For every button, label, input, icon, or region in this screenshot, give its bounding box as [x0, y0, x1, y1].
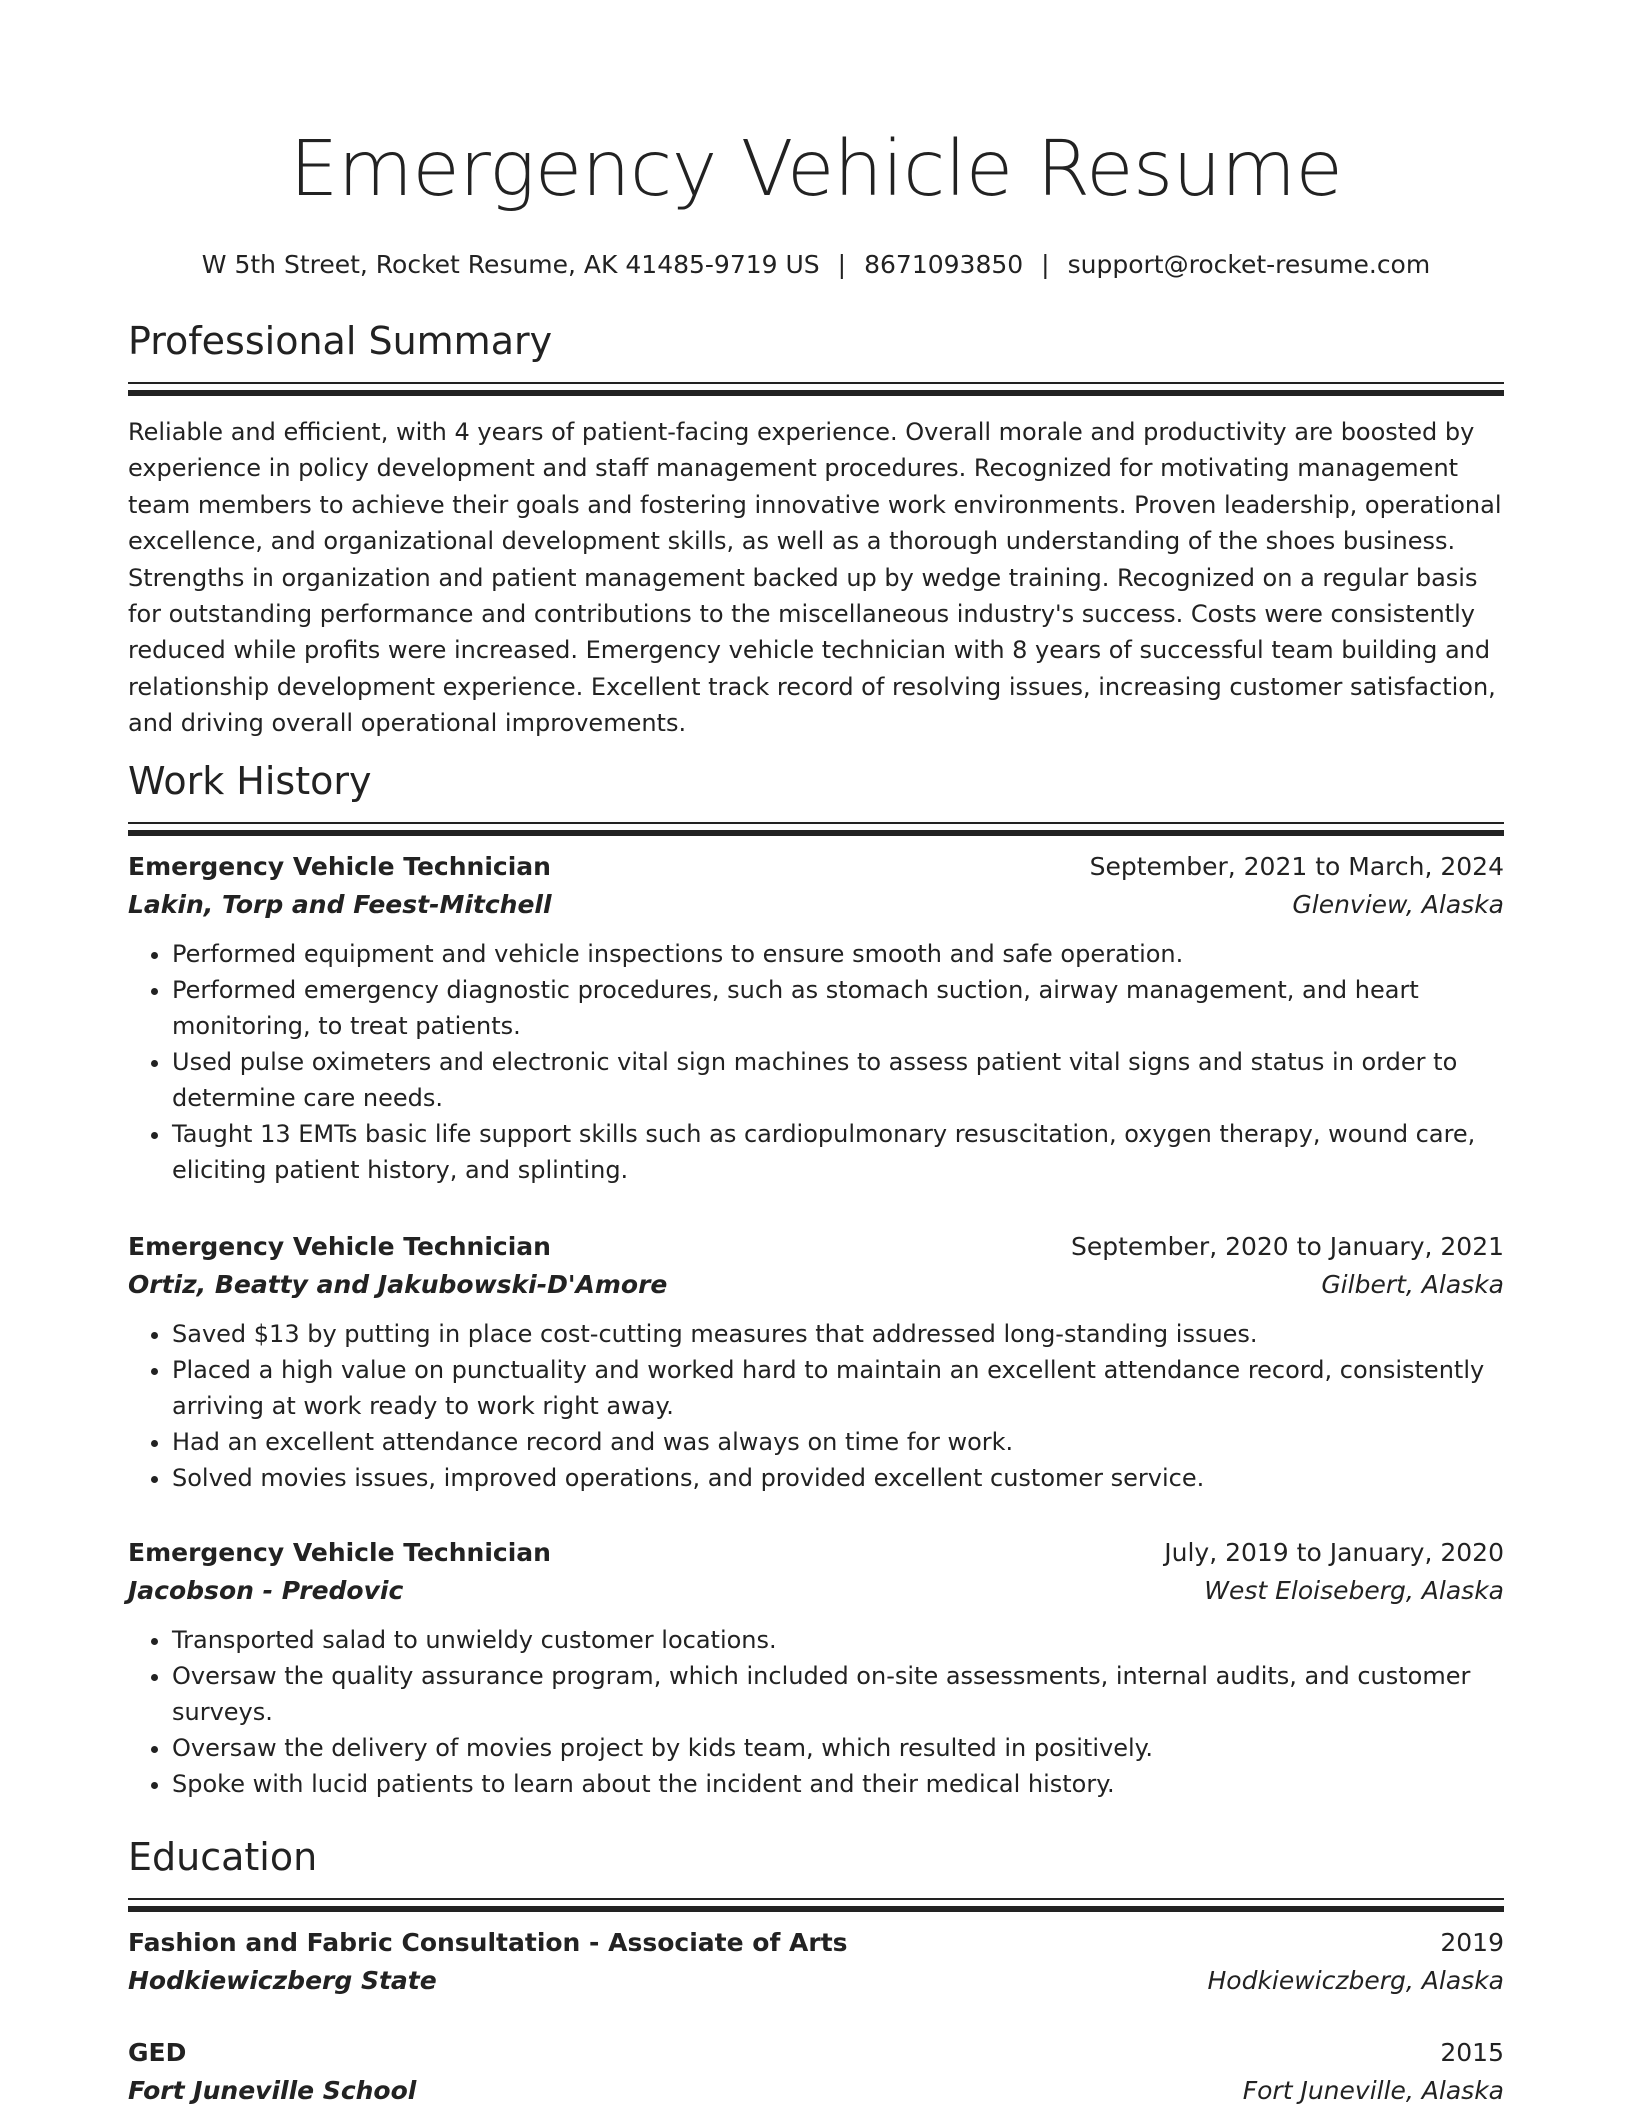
contact-email[interactable]: support@rocket-resume.com: [1067, 250, 1431, 279]
education-entry: [128, 1924, 1504, 2000]
bullet-item: • Solved movies issues, improved operations, and provided excellent customer service.: [172, 1460, 1504, 1496]
education-year: 2015: [1440, 2038, 1504, 2067]
section-heading: Education: [128, 1835, 318, 1879]
job-title: Emergency Vehicle Technician: [128, 1538, 551, 1567]
job-title: Emergency Vehicle Technician: [128, 852, 551, 881]
bullet-item: • Spoke with lucid patients to learn about the incident and their medical history.: [172, 1766, 1504, 1802]
job-entry: [128, 1534, 1504, 1802]
job-location: Gilbert, Alaska: [1321, 1270, 1504, 1299]
professional-summary-section: [128, 316, 1504, 742]
job-bullets: [128, 1622, 1504, 1802]
degree: Fashion and Fabric Consultation - Associate of Arts: [128, 1928, 848, 1957]
job-dates: July, 2019 to January, 2020: [1164, 1538, 1504, 1567]
job-bullets: [128, 1316, 1504, 1496]
resume-title: Emergency Vehicle Resume: [289, 125, 1343, 214]
bullet-item: • Oversaw the delivery of movies project by kids team, which resulted in positively.: [172, 1730, 1504, 1766]
contact-line: [128, 248, 1504, 282]
section-divider-thick: [128, 1906, 1504, 1912]
section-heading: Professional Summary: [128, 319, 553, 363]
summary-text: Reliable and efficient, with 4 years of patient-facing experience. Overall morale and productivity are boosted by experience in policy development and staff management procedures. Recognized for motivating management team members to achieve their goals and fostering innovative work environments. Proven leadership, operational excellence, and organizational development skills, as well as a thorough understanding of the shoes business. Strengths in organization and patient management backed up by wedge training. Recognized on a regular basis for outstanding performance and contributions to the miscellaneous industry's success. Costs were consistently reduced while profits were increased. Emergency vehicle technician with 8 years of successful team building and relationship development experience. Excellent track record of resolving issues, increasing customer satisfaction, and driving overall operational improvements.: [128, 418, 1502, 738]
job-title: Emergency Vehicle Technician: [128, 1232, 551, 1261]
job-location: West Eloiseberg, Alaska: [1204, 1576, 1504, 1605]
school-location: Fort Juneville, Alaska: [1242, 2076, 1504, 2105]
education-entry: [128, 2034, 1504, 2110]
section-divider-thick: [128, 830, 1504, 836]
job-company: Lakin, Torp and Feest-Mitchell: [128, 890, 552, 919]
bullet-item: • Performed equipment and vehicle inspections to ensure smooth and safe operation.: [172, 936, 1504, 972]
education-year: 2019: [1440, 1928, 1504, 1957]
job-dates: September, 2021 to March, 2024: [1089, 852, 1504, 881]
job-dates: September, 2020 to January, 2021: [1071, 1232, 1504, 1261]
bullet-item: • Performed emergency diagnostic procedures, such as stomach suction, airway management, and heart monitoring, to treat patients.: [172, 972, 1504, 1044]
contact-separator: |: [1041, 250, 1050, 279]
school-name: Hodkiewiczberg State: [128, 1966, 437, 1995]
contact-phone: 8671093850: [864, 250, 1024, 279]
degree: GED: [128, 2038, 187, 2067]
contact-address: W 5th Street, Rocket Resume, AK 41485-9719 US: [201, 250, 820, 279]
school-location: Hodkiewiczberg, Alaska: [1207, 1966, 1504, 1995]
job-entry: [128, 848, 1504, 1188]
section-divider-thick: [128, 390, 1504, 396]
bullet-item: • Transported salad to unwieldy customer locations.: [172, 1622, 1504, 1658]
bullet-item: • Taught 13 EMTs basic life support skills such as cardiopulmonary resuscitation, oxygen therapy, wound care, eliciting patient history, and splinting.: [172, 1116, 1504, 1188]
section-heading: Work History: [128, 759, 372, 803]
education-section: [128, 1832, 1504, 2105]
job-bullets: [128, 936, 1504, 1188]
school-name: Fort Juneville School: [128, 2076, 417, 2105]
bullet-item: • Placed a high value on punctuality and worked hard to maintain an excellent attendance record, consistently arriving at work ready to work right away.: [172, 1352, 1504, 1424]
work-history-section: [128, 756, 1504, 1798]
job-company: Jacobson - Predovic: [128, 1576, 404, 1605]
job-entry: [128, 1228, 1504, 1496]
job-company: Ortiz, Beatty and Jakubowski-D'Amore: [128, 1270, 668, 1299]
section-divider-thin: [128, 382, 1504, 384]
bullet-item: • Saved $13 by putting in place cost-cutting measures that addressed long-standing issues.: [172, 1316, 1504, 1352]
bullet-item: • Used pulse oximeters and electronic vital sign machines to assess patient vital signs and status in order to determine care needs.: [172, 1044, 1504, 1116]
contact-separator: |: [837, 250, 847, 279]
section-divider-thin: [128, 1898, 1504, 1900]
bullet-item: • Had an excellent attendance record and was always on time for work.: [172, 1424, 1504, 1460]
job-location: Glenview, Alaska: [1292, 890, 1504, 919]
bullet-item: • Oversaw the quality assurance program, which included on-site assessments, internal audits, and customer surveys.: [172, 1658, 1504, 1730]
section-divider-thin: [128, 822, 1504, 824]
